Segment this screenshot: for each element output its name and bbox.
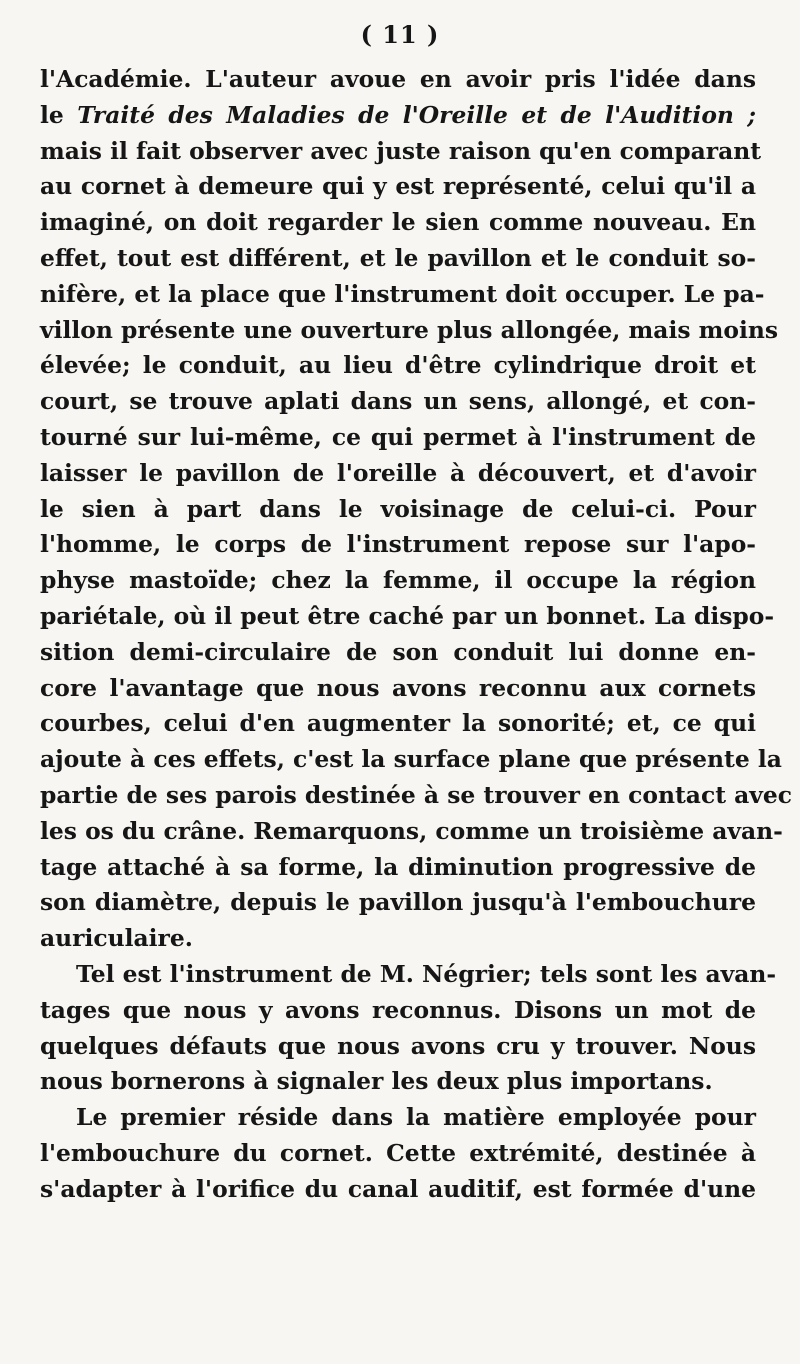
- page-number: ( 11 ): [360, 20, 440, 49]
- paragraph: [40, 957, 777, 1100]
- text-line: Tel est l'instrument de M. Négrier; tels sont les avan-: [76, 959, 777, 988]
- text-line: les os du crâne. Remarquons, comme un troisième avan-: [40, 816, 783, 845]
- text-line: laisser le pavillon de l'oreille à découvert, et d'avoir: [40, 458, 756, 487]
- text-line: partie de ses parois destinée à se trouver en contact avec: [40, 780, 793, 809]
- book-title-citation: Traité des Maladies de l'Oreille et de l'Audition ;: [77, 100, 756, 129]
- text-line: nifère, et la place que l'instrument doit occuper. Le pa-: [40, 279, 765, 308]
- text-line: court, se trouve aplati dans un sens, allongé, et con-: [40, 387, 756, 416]
- text-line: tages que nous y avons reconnus. Disons un mot de: [40, 995, 756, 1024]
- text-line: Le premier réside dans la matière employée pour: [76, 1103, 756, 1132]
- text-line: quelques défauts que nous avons cru y trouver. Nous: [40, 1031, 756, 1060]
- text-line: l'embouchure du cornet. Cette extrémité, destinée à: [40, 1138, 756, 1167]
- text-line: physe mastoïde; chez la femme, il occupe la région: [40, 566, 756, 595]
- text-line: effet, tout est différent, et le pavillon et le conduit so-: [40, 243, 756, 272]
- text-line: élevée; le conduit, au lieu d'être cylindrique droit et: [40, 351, 756, 380]
- paragraph: [40, 62, 793, 957]
- text-line: son diamètre, depuis le pavillon jusqu'à l'embouchure: [40, 888, 756, 917]
- text-line: le sien à part dans le voisinage de celui-ci. Pour: [40, 494, 756, 523]
- text-line: ajoute à ces effets, c'est la surface plane que présente la: [40, 745, 782, 774]
- text-line: nous bornerons à signaler les deux plus importans.: [40, 1067, 713, 1096]
- body-text: [40, 62, 793, 1208]
- text-line: auriculaire.: [40, 924, 193, 953]
- text-line: tage attaché à sa forme, la diminution progressive de: [40, 852, 756, 881]
- text-line: au cornet à demeure qui y est représenté, celui qu'il a: [40, 172, 756, 201]
- text-segment: le: [40, 100, 78, 129]
- text-line: imaginé, on doit regarder le sien comme nouveau. En: [40, 208, 756, 237]
- text-line: courbes, celui d'en augmenter la sonorité; et, ce qui: [40, 709, 756, 738]
- text-line: mais il fait observer avec juste raison qu'en comparant: [40, 136, 762, 165]
- text-line: villon présente une ouverture plus allongée, mais moins: [40, 315, 779, 344]
- text-line: [40, 98, 756, 134]
- text-line: sition demi-circulaire de son conduit lui donne en-: [40, 637, 756, 666]
- text-line: s'adapter à l'orifice du canal auditif, est formée d'une: [40, 1174, 756, 1203]
- text-line: pariétale, où il peut être caché par un bonnet. La dispo-: [40, 601, 775, 630]
- paragraph: [40, 1100, 756, 1207]
- text-line: l'Académie. L'auteur avoue en avoir pris l'idée dans: [40, 65, 756, 93]
- text-line: tourné sur lui-même, ce qui permet à l'instrument de: [40, 422, 756, 451]
- text-line: core l'avantage que nous avons reconnu aux cornets: [40, 673, 756, 702]
- text-line: l'homme, le corps de l'instrument repose sur l'apo-: [40, 530, 756, 559]
